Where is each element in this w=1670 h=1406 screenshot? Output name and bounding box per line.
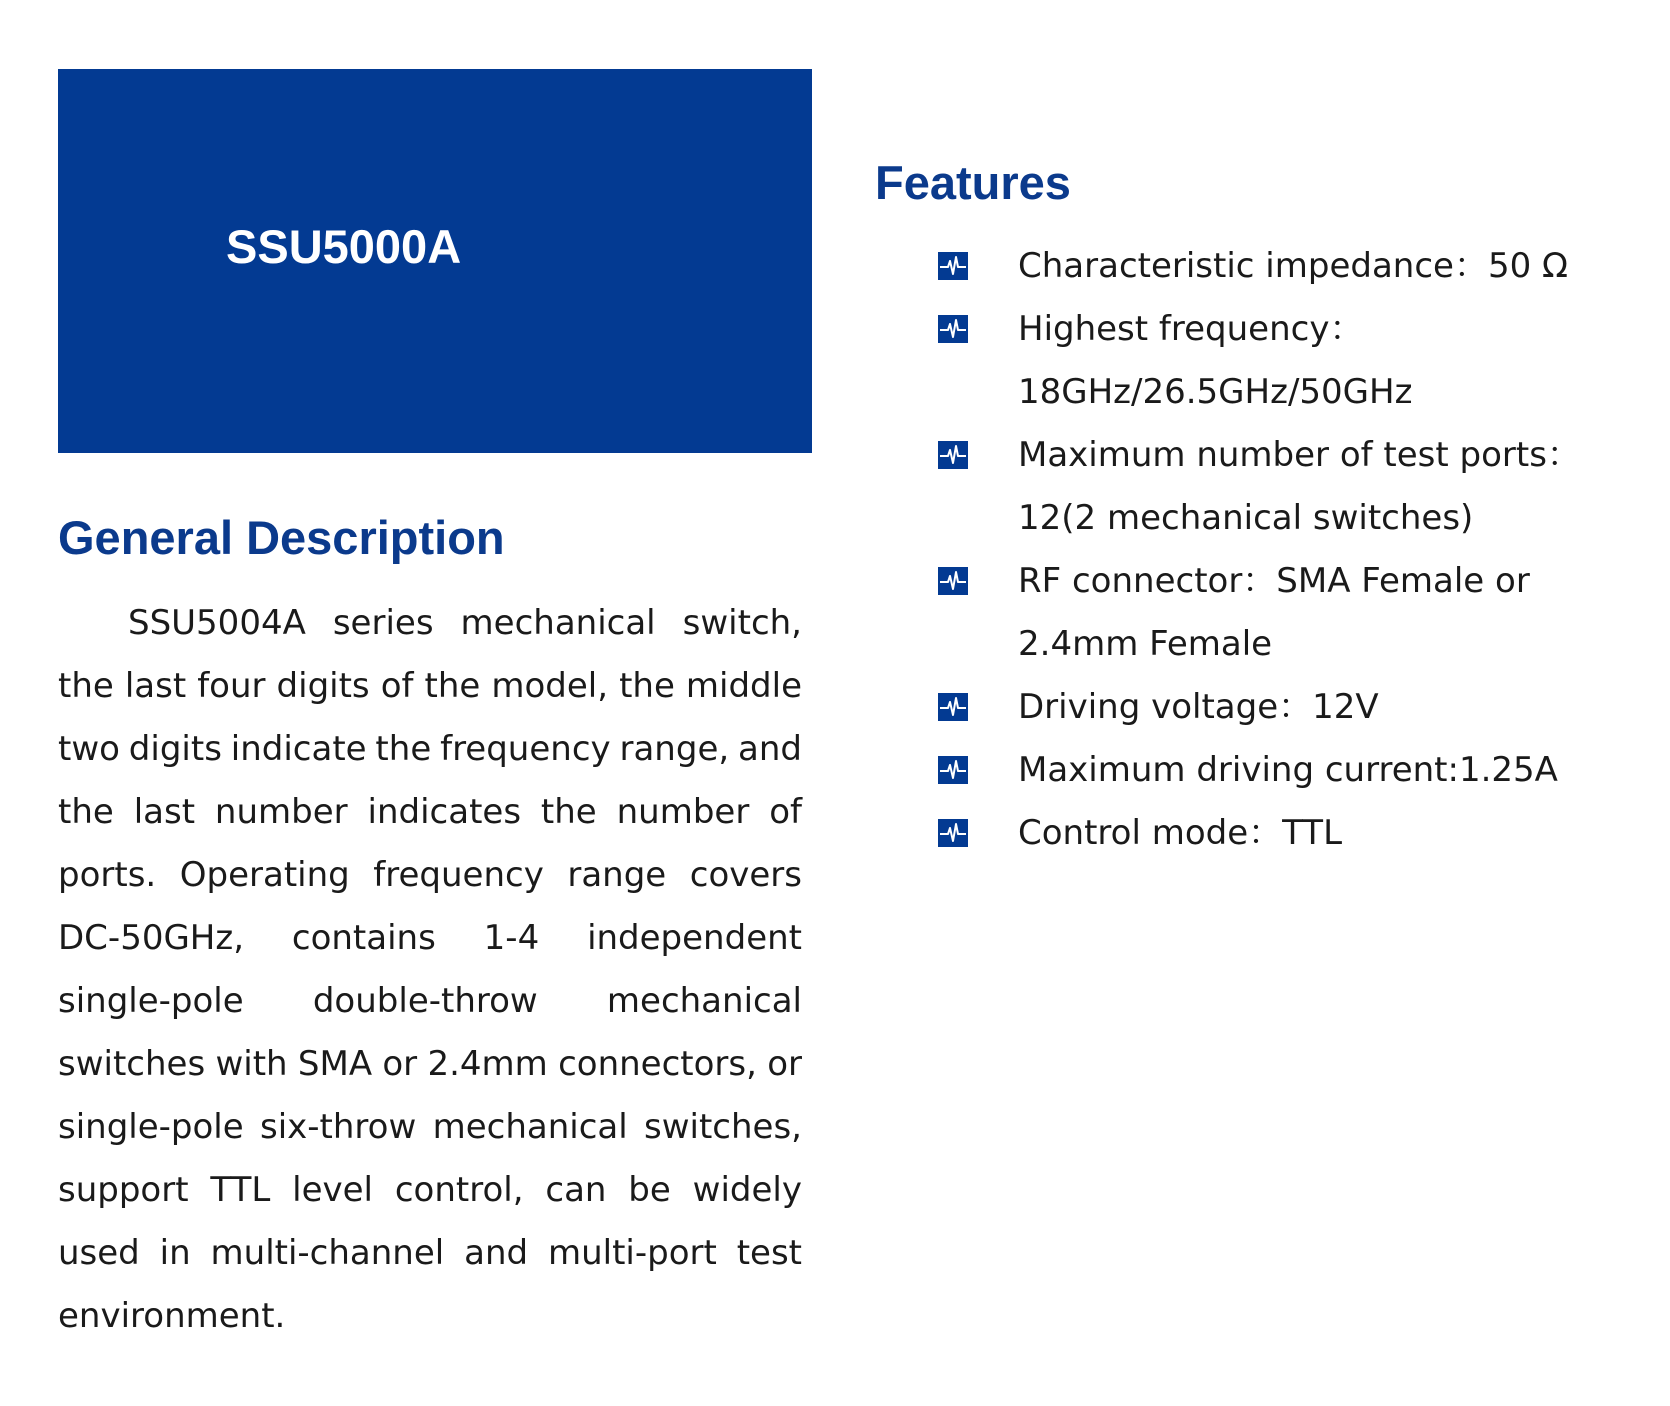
feature-text: Highest frequency： 18GHz/26.5GHz/50GHz: [1018, 309, 1413, 412]
feature-text: Driving voltage：12V: [1018, 687, 1379, 727]
pulse-square-icon: [938, 819, 968, 847]
feature-item-impedance: [938, 235, 1638, 298]
feature-item-frequency: [938, 298, 1638, 424]
feature-item-rf-connector: [938, 550, 1638, 676]
pulse-square-icon: [938, 441, 968, 469]
pulse-square-icon: [938, 756, 968, 784]
pulse-square-icon: [938, 693, 968, 721]
feature-text: Characteristic impedance：50 Ω: [1018, 246, 1568, 286]
pulse-square-icon: [938, 315, 968, 343]
feature-item-driving-current: [938, 739, 1638, 802]
features-heading: Features: [875, 156, 1071, 209]
feature-item-test-ports: [938, 424, 1638, 550]
feature-item-control-mode: [938, 802, 1638, 865]
features-list: [938, 235, 1638, 865]
product-banner: [58, 69, 812, 453]
general-description-heading: General Description: [58, 511, 505, 564]
feature-text: Maximum driving current:1.25A: [1018, 750, 1558, 790]
general-description-body: SSU5004A series mechanical switch, the last four digits of the model, the middle two digits indicate the frequency range, and the last number indicates the number of ports. Operating frequency range covers DC-50GHz, contains 1-4 independent single-pole double-throw mechanical switches with SMA or 2.4mm connectors, or single-pole six-throw mechanical switches, support TTL level control, can be widely used in multi-channel and multi-port test environment.: [58, 603, 802, 1336]
pulse-square-icon: [938, 252, 968, 280]
pulse-square-icon: [938, 567, 968, 595]
product-title: SSU5000A: [226, 220, 462, 273]
feature-text: Control mode：TTL: [1018, 813, 1343, 853]
feature-text: Maximum number of test ports： 12(2 mechanical switches): [1018, 435, 1581, 538]
feature-text: RF connector：SMA Female or 2.4mm Female: [1018, 561, 1530, 664]
feature-item-driving-voltage: [938, 676, 1638, 739]
